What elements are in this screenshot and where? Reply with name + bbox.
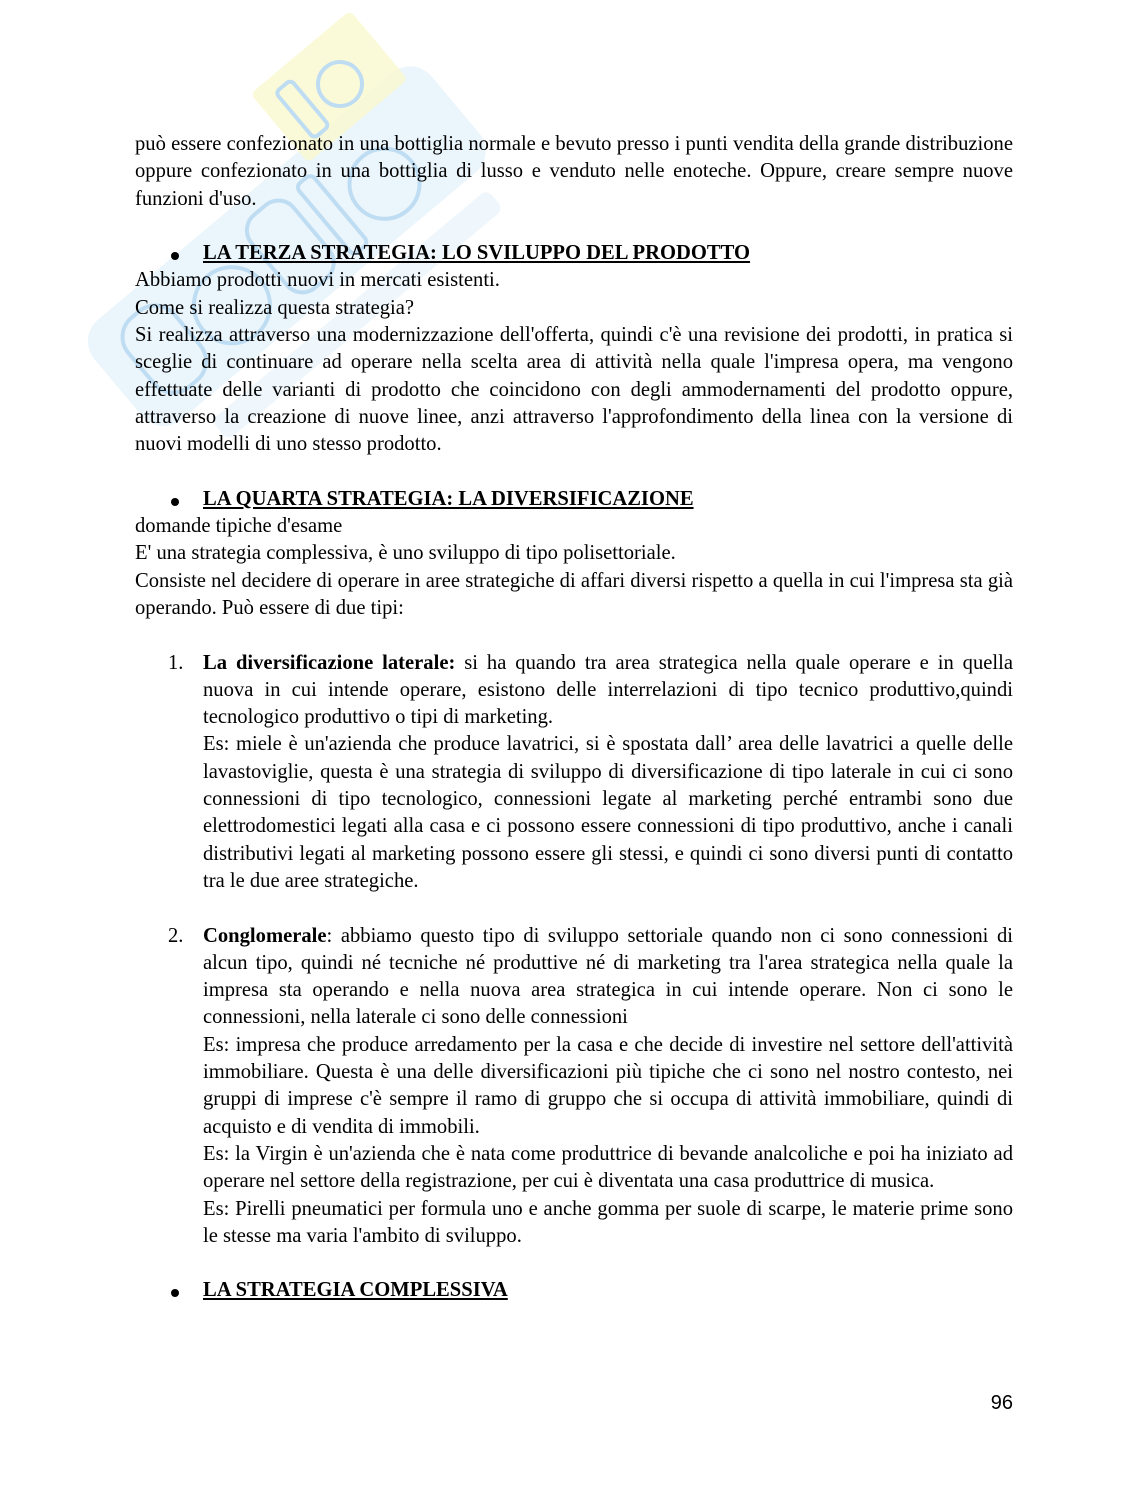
paragraph: Come si realizza questa strategia? (135, 296, 415, 319)
list-item-diversificazione-laterale (135, 650, 1013, 896)
bullet-icon (171, 498, 179, 506)
intro-paragraph: può essere confezionato in una bottiglia normale e bevuto presso i punti vendita della grande distribuzione oppure confezionato in una bottiglia di lusso e venduto nelle enoteche. Oppure, creare sempre nuove funzioni d'uso. (135, 133, 1013, 210)
list-item-definition (203, 923, 1013, 1032)
example-paragraph: Es: Pirelli pneumatici per formula uno e anche gomma per suole di scarpe, le materie prime sono le stesse ma varia l'ambito di sviluppo. (203, 1197, 1013, 1247)
list-number: 1. (168, 651, 184, 674)
paragraph: Abbiamo prodotti nuovi in mercati esistenti. (135, 269, 500, 292)
paragraph: domande tipiche d'esame (135, 515, 343, 538)
list-item-text: : abbiamo questo tipo di sviluppo settoriale quando non ci sono connessioni di alcun tipo, quindi né tecniche né produttive né di marketing tra l'area strategica nella quale la impresa sta operando e nella nuova area strategica in cui intende operare. Non ci sono le connessioni, nella laterale ci sono delle connessioni (203, 924, 1013, 1029)
example-paragraph: Es: la Virgin è un'azienda che è nata come produttrice di bevande analcoliche e poi ha iniziato ad operare nel settore della registrazione, per cui è diventata una casa produttrice di musica. (203, 1142, 1013, 1193)
section-heading-quarta-strategia (135, 486, 1013, 513)
list-item-definition (203, 650, 1013, 732)
list-number: 2. (168, 924, 184, 947)
document-body (135, 131, 1013, 1305)
heading-text: LA QUARTA STRATEGIA: LA DIVERSIFICAZIONE (203, 487, 694, 510)
list-item-term: Conglomerale (203, 924, 327, 947)
example-paragraph: Es: impresa che produce arredamento per la casa e che decide di investire nel settore dell'attività immobiliare. Questa è una delle diversificazioni più tipiche che ci sono nel nostro contesto, nei gruppi di imprese c'è sempre il ramo di gruppo che si occupa di attività immobiliare, quindi di acquisto e di vendita di immobili. (203, 1033, 1013, 1138)
paragraph: E' una strategia complessiva, è uno sviluppo di tipo polisettoriale. (135, 542, 676, 565)
paragraph: Consiste nel decidere di operare in aree strategiche di affari diversi rispetto a quella in cui l'impresa sta già operando. Può essere di due tipi: (135, 569, 1013, 620)
list-item-term: La diversificazione laterale: (203, 651, 456, 674)
section-heading-strategia-complessiva (135, 1277, 1013, 1304)
list-item-text: si ha quando tra area strategica nella quale operare e in quella nuova in cui intende operare, esistono delle interrelazioni di tipo tecnico produttivo,quindi tecnologico produttivo o tipi di marketing. (203, 651, 1013, 729)
example-paragraph: Es: miele è un'azienda che produce lavatrici, si è spostata dall’ area delle lavatrici a quelle delle lavastoviglie, questa è una strategia di sviluppo di diversificazione di tipo laterale in cui ci sono connessioni di tipo tecnologico, connessioni legate al marketing perché entrambi sono due elettrodomestici legati alla casa e ci possono essere connessioni di tipo produttivo, anche i canali distributivi legati al marketing possono essere gli stessi, e quindi ci sono diversi punti di contatto tra le due aree strategiche. (203, 733, 1013, 892)
section-heading-terza-strategia (135, 240, 1013, 267)
paragraph: Si realizza attraverso una modernizzazione dell'offerta, quindi c'è una revisione dei prodotti, in pratica si sceglie di continuare ad operare nella scelta area di attività nella quale l'impresa opera, ma vengono effettuate delle varianti di prodotto che coincidono con degli ammodernamenti del prodotto oppure, attraverso la creazione di nuove linee, anzi attraverso l'approfondimento della linea con la versione di nuovi modelli di uno stesso prodotto. (135, 324, 1013, 456)
heading-text: LA TERZA STRATEGIA: LO SVILUPPO DEL PRODOTTO (203, 242, 751, 265)
list-item-conglomerale (135, 923, 1013, 1251)
page-number: 96 (990, 1392, 1013, 1414)
bullet-icon (171, 252, 179, 260)
heading-text: LA STRATEGIA COMPLESSIVA (203, 1279, 508, 1302)
bullet-icon (171, 1289, 179, 1297)
